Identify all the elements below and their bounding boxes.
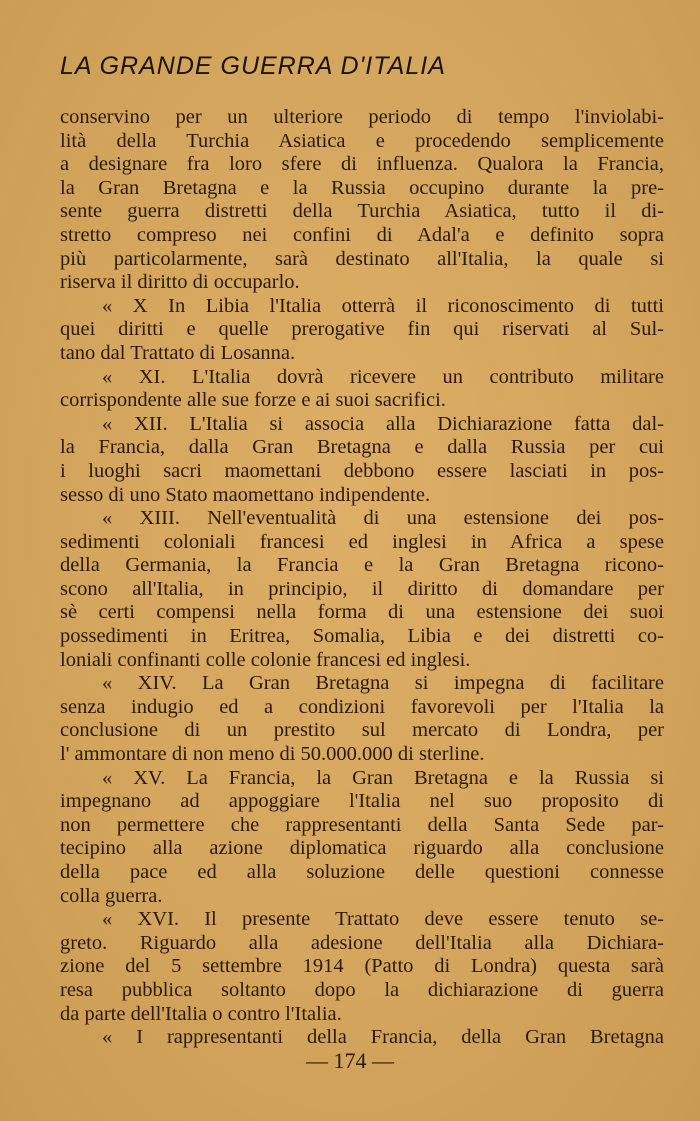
text-line: scono all'Italia, in principio, il diritto di domandare per (60, 577, 664, 600)
text-line: a designare fra loro sfere di influenza. Qualora la Francia, (60, 153, 664, 176)
text-line: « XV. La Francia, la Gran Bretagna e la Russia si (102, 766, 664, 789)
text-line: loniali confinanti colle colonie francesi ed inglesi. (60, 648, 471, 671)
text-line: riserva il diritto di occuparlo. (60, 271, 300, 294)
text-line: resa pubblica soltanto dopo la dichiarazione di guerra (60, 978, 664, 1001)
text-line: conservino per un ulteriore periodo di tempo l'inviolabi- (60, 106, 664, 128)
text-line: sè certi compensi nella forma di una estensione dei suoi (60, 601, 664, 624)
text-line: « XVI. Il presente Trattato deve essere tenuto se- (102, 908, 664, 931)
text-line: la Gran Bretagna e la Russia occupino durante la pre- (60, 176, 664, 199)
text-line: tecipino alla azione diplomatica riguardo alla conclusione (60, 837, 664, 860)
text-line: zione del 5 settembre 1914 (Patto di Londra) questa sarà (60, 955, 664, 978)
body-text (60, 106, 664, 1050)
text-line: « X In Libia l'Italia otterrà il riconoscimento di tutti (102, 294, 664, 317)
text-line: della pace ed alla soluzione delle questioni connesse (60, 861, 664, 883)
text-line: corrispondente alle sue forze e ai suoi sacrifici. (60, 389, 446, 412)
text-line: quei diritti e quelle prerogative fin qui riservati al Sul- (60, 318, 664, 341)
text-line: stretto compreso nei confini di Adal'a e definito sopra (60, 223, 664, 246)
text-line: sesso di uno Stato maomettano indipendente. (60, 483, 431, 506)
running-title: LA GRANDE GUERRA D'ITALIA (60, 52, 446, 80)
page-number: — 174 — (306, 1048, 394, 1073)
text-line: lità della Turchia Asiatica e procedendo semplicemente (60, 129, 664, 152)
text-line: più particolarmente, sarà destinato all'Italia, la quale si (60, 247, 664, 270)
text-line: sente guerra distretti della Turchia Asiatica, tutto il di- (60, 200, 664, 223)
text-line: la Francia, dalla Gran Bretagna e dalla Russia per cui (60, 436, 664, 459)
text-line: « XII. L'Italia si associa alla Dichiarazione fatta dal- (102, 412, 664, 435)
text-line: della Germania, la Francia e la Gran Bretagna ricono- (60, 554, 664, 577)
text-line: tano dal Trattato di Losanna. (60, 341, 296, 364)
text-line: « I rappresentanti della Francia, della Gran Bretagna (102, 1026, 664, 1049)
text-line: « XI. L'Italia dovrà ricevere un contributo militare (102, 365, 664, 388)
text-line: impegnano ad appoggiare l'Italia nel suo proposito di (60, 790, 664, 813)
text-line: « XIV. La Gran Bretagna si impegna di facilitare (102, 672, 664, 695)
text-line: senza indugio ed a condizioni favorevoli per l'Italia la (60, 695, 664, 718)
text-line: « XIII. Nell'eventualità di una estensione dei pos- (102, 507, 664, 530)
text-line: i luoghi sacri maomettani debbono essere lasciati in pos- (60, 459, 664, 482)
text-line: da parte dell'Italia o contro l'Italia. (60, 1002, 342, 1025)
text-line: non permettere che rappresentanti della Santa Sede par- (60, 813, 664, 836)
text-line: colla guerra. (60, 884, 163, 907)
text-line: l' ammontare di non meno di 50.000.000 di sterline. (60, 743, 485, 766)
text-line: conclusione di un prestito sul mercato di Londra, per (60, 719, 664, 742)
text-line: sedimenti coloniali francesi ed inglesi in Africa a spese (60, 530, 664, 553)
text-line: greto. Riguardo alla adesione dell'Italia alla Dichiara- (60, 931, 664, 954)
text-line: possedimenti in Eritrea, Somalia, Libia e dei distretti co- (60, 625, 664, 648)
